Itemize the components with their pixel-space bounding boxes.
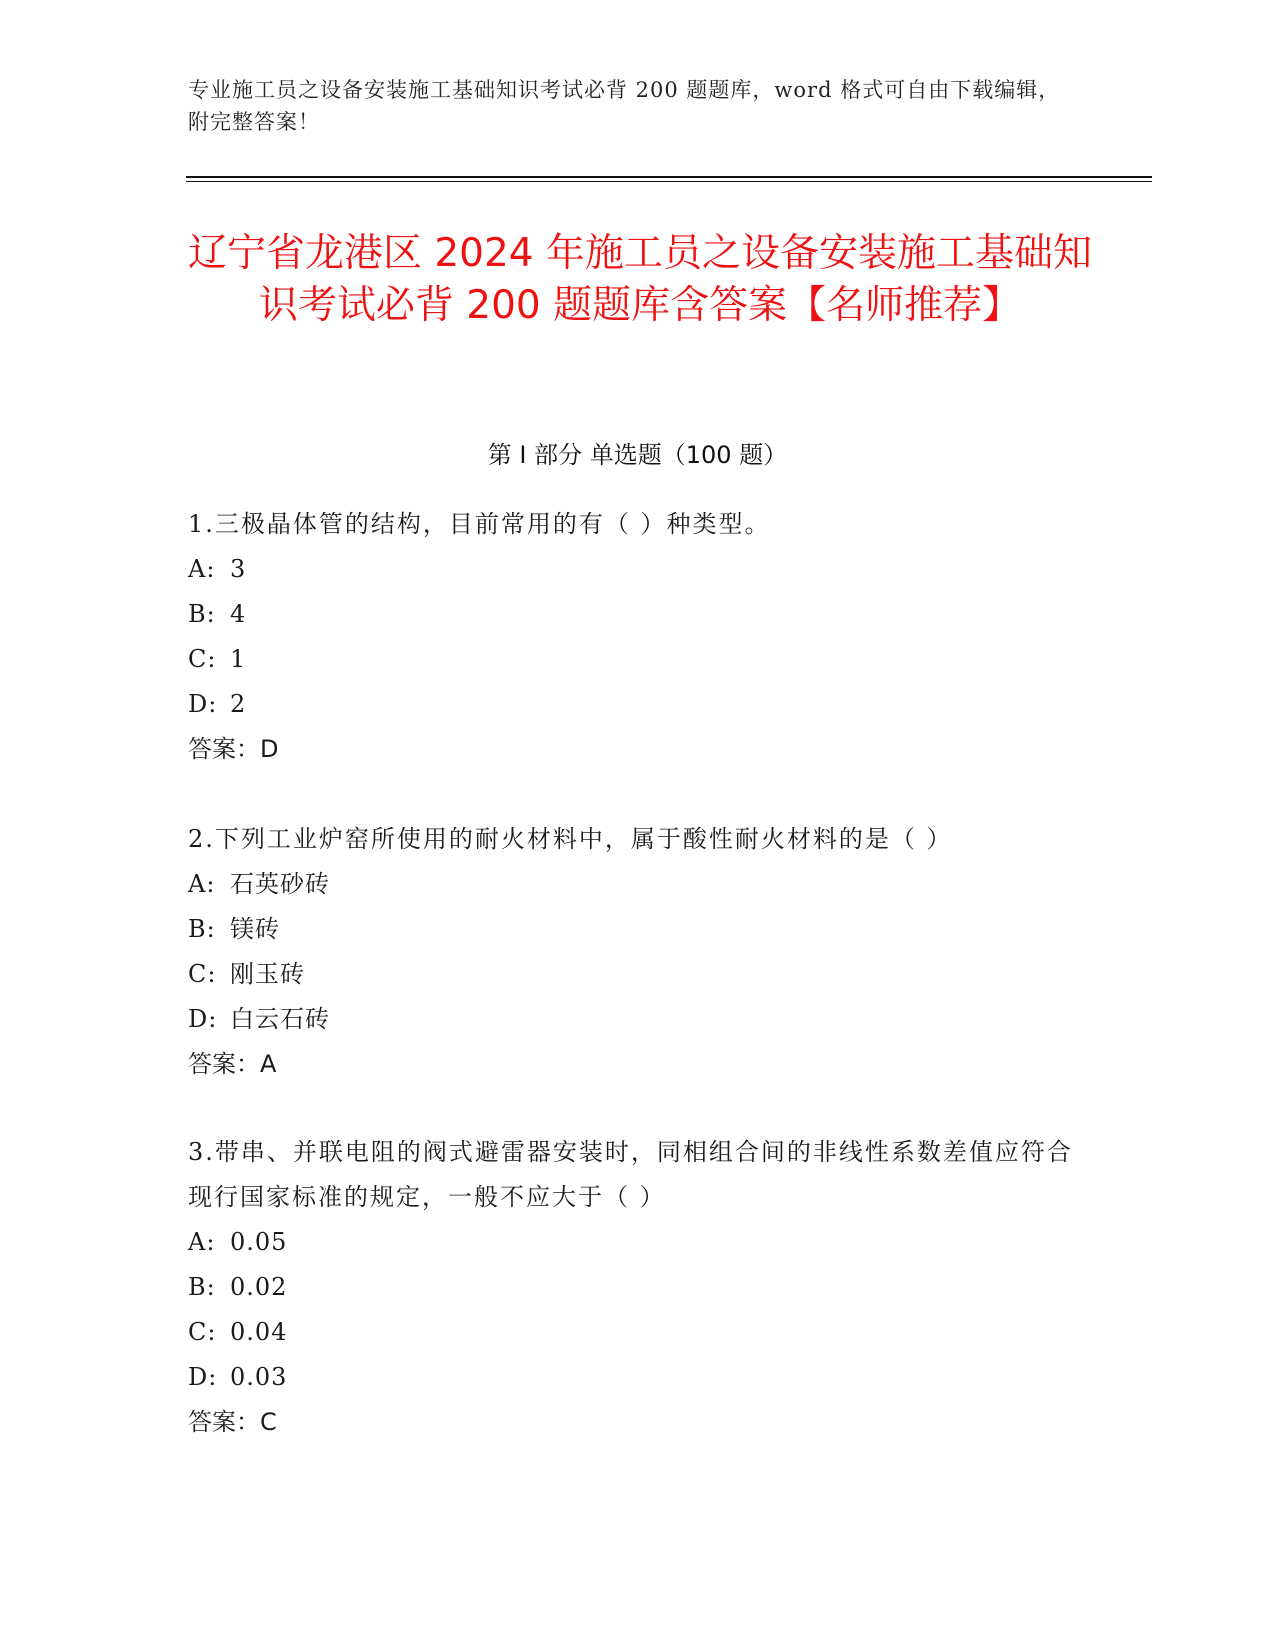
option-text: 4 — [230, 600, 247, 628]
question-stem: 1.三极晶体管的结构，目前常用的有（ ）种类型。 — [188, 510, 771, 538]
option-text: 2 — [230, 690, 247, 718]
option-letter: B: — [188, 1273, 216, 1301]
option-letter: D: — [188, 690, 218, 718]
section-title: 第 I 部分 单选题（100 题） — [487, 441, 788, 469]
option-letter: C: — [188, 1318, 217, 1346]
option-d — [188, 682, 1088, 727]
option-text: 0.02 — [230, 1273, 288, 1301]
option-letter: B: — [188, 600, 216, 628]
option-a — [188, 862, 1088, 907]
option-a — [188, 1220, 1088, 1265]
option-text: 1 — [230, 645, 247, 673]
option-text: 刚玉砖 — [230, 960, 305, 988]
header-divider-thin — [186, 181, 1152, 182]
option-text: 0.03 — [230, 1363, 288, 1391]
option-b — [188, 1265, 1088, 1310]
option-letter: B: — [188, 915, 216, 943]
question-stem: 3.带串、并联电阻的阀式避雷器安装时，同相组合间的非线性系数差值应符合现行国家标准的规定，一般不应大于（ ） — [188, 1138, 1073, 1211]
option-c — [188, 637, 1088, 682]
question-1 — [188, 502, 1088, 772]
answer-line: 答案：A — [188, 1050, 277, 1078]
option-letter: A: — [188, 870, 216, 898]
option-text: 白云石砖 — [230, 1005, 330, 1033]
answer-line: 答案：C — [188, 1408, 277, 1436]
option-letter: A: — [188, 1228, 216, 1256]
header-divider-thick — [186, 176, 1152, 178]
option-text: 石英砂砖 — [230, 870, 330, 898]
question-3 — [188, 1130, 1088, 1445]
option-text: 0.05 — [230, 1228, 288, 1256]
header-note: 专业施工员之设备安装施工基础知识考试必背 200 题题库，word 格式可自由下载编辑，附完整答案！ — [188, 78, 1061, 134]
option-letter: C: — [188, 645, 217, 673]
header-divider — [186, 176, 1152, 182]
option-d — [188, 997, 1088, 1042]
option-letter: C: — [188, 960, 217, 988]
question-stem: 2.下列工业炉窑所使用的耐火材料中，属于酸性耐火材料的是（ ） — [188, 825, 953, 853]
option-text: 0.04 — [230, 1318, 288, 1346]
option-a — [188, 547, 1088, 592]
question-2 — [188, 817, 1088, 1087]
option-d — [188, 1355, 1088, 1400]
answer-line: 答案：D — [188, 735, 279, 763]
document-title: 辽宁省龙港区 2024 年施工员之设备安装施工基础知识考试必背 200 题题库含答案【名师推荐】 — [187, 231, 1093, 328]
option-c — [188, 952, 1088, 997]
option-letter: A: — [188, 555, 216, 583]
option-b — [188, 907, 1088, 952]
option-letter: D: — [188, 1005, 218, 1033]
option-letter: D: — [188, 1363, 218, 1391]
option-text: 3 — [230, 555, 247, 583]
option-b — [188, 592, 1088, 637]
option-c — [188, 1310, 1088, 1355]
option-text: 镁砖 — [230, 915, 280, 943]
